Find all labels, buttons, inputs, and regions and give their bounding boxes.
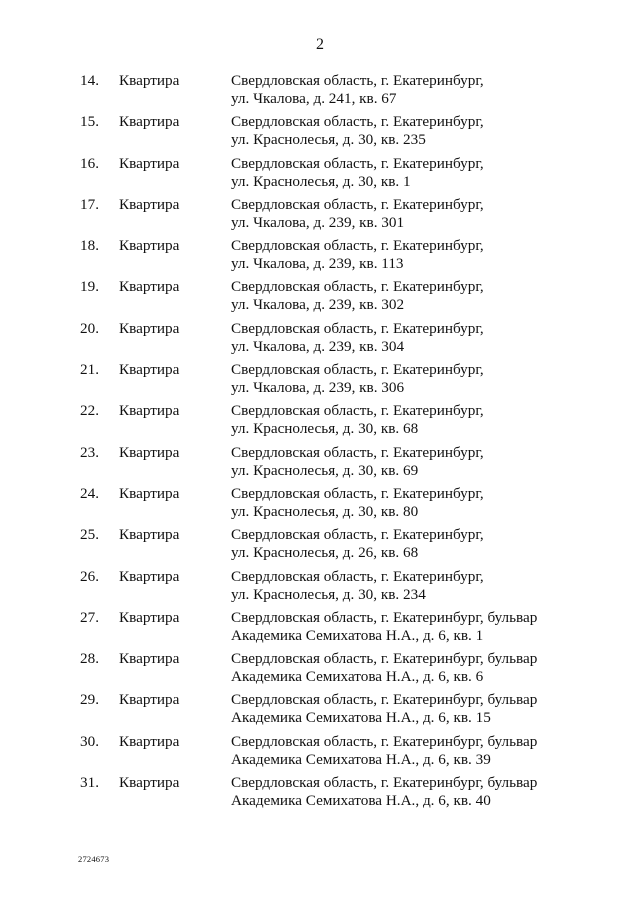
address-line-2: ул. Чкалова, д. 239, кв. 306 <box>231 379 405 397</box>
address-line-1: Свердловская область, г. Екатеринбург, бульвар <box>231 774 538 792</box>
item-type: Квартира <box>119 691 180 709</box>
list-item <box>0 113 640 154</box>
list-item <box>0 155 640 196</box>
item-number: 20. <box>80 319 99 337</box>
address-line-2: Академика Семихатова Н.А., д. 6, кв. 39 <box>231 750 491 768</box>
item-address <box>231 113 561 149</box>
address-line-2: ул. Чкалова, д. 241, кв. 67 <box>231 90 397 107</box>
item-type: Квартира <box>119 484 180 502</box>
address-line-2: ул. Краснолесья, д. 30, кв. 1 <box>231 172 411 190</box>
item-address <box>231 691 561 727</box>
list-item <box>0 361 640 402</box>
item-address <box>231 155 561 191</box>
address-line-2: ул. Чкалова, д. 239, кв. 301 <box>231 213 405 231</box>
item-type: Квартира <box>119 319 180 337</box>
item-type: Квартира <box>119 608 180 626</box>
item-number: 24. <box>80 484 99 502</box>
item-number: 16. <box>80 154 99 172</box>
address-line-2: ул. Краснолесья, д. 30, кв. 68 <box>231 420 419 438</box>
item-type: Квартира <box>119 361 180 379</box>
address-line-1: Свердловская область, г. Екатеринбург, бульвар <box>231 732 538 750</box>
address-line-1: Свердловская область, г. Екатеринбург, бульвар <box>231 608 538 626</box>
address-line-1: Свердловская область, г. Екатеринбург, бульвар <box>231 650 538 668</box>
address-line-2: ул. Чкалова, д. 239, кв. 113 <box>231 255 404 273</box>
item-type: Квартира <box>119 774 180 792</box>
item-address <box>231 444 561 480</box>
list-item <box>0 526 640 567</box>
item-type: Квартира <box>119 650 180 668</box>
address-line-1: Свердловская область, г. Екатеринбург, <box>231 195 484 213</box>
item-number: 19. <box>80 278 99 296</box>
item-type: Квартира <box>119 443 180 461</box>
page-number: 2 <box>316 36 324 53</box>
item-number: 31. <box>80 774 99 792</box>
item-address <box>231 650 561 686</box>
address-line-1: Свердловская область, г. Екатеринбург, <box>231 402 484 420</box>
address-line-1: Свердловская область, г. Екатеринбург, <box>231 154 484 172</box>
address-line-1: Свердловская область, г. Екатеринбург, <box>231 278 484 296</box>
item-type: Квартира <box>119 567 180 585</box>
address-line-1: Свердловская область, г. Екатеринбург, <box>231 319 484 337</box>
address-line-1: Свердловская область, г. Екатеринбург, <box>231 443 484 461</box>
address-line-2: Академика Семихатова Н.А., д. 6, кв. 15 <box>231 709 491 727</box>
item-number: 26. <box>80 567 99 585</box>
address-line-2: Академика Семихатова Н.А., д. 6, кв. 6 <box>231 668 484 686</box>
item-number: 18. <box>80 237 99 255</box>
item-type: Квартира <box>119 732 180 750</box>
list-item <box>0 237 640 278</box>
item-address <box>231 526 561 562</box>
item-number: 22. <box>80 402 99 420</box>
item-number: 25. <box>80 526 99 544</box>
item-type: Квартира <box>119 402 180 420</box>
address-line-2: ул. Краснолесья, д. 30, кв. 80 <box>231 502 419 520</box>
address-line-2: ул. Краснолесья, д. 30, кв. 235 <box>231 131 426 149</box>
item-address <box>231 237 561 273</box>
document-id: 2724673 <box>78 854 110 864</box>
item-address <box>231 568 561 604</box>
item-number: 21. <box>80 361 99 379</box>
item-type: Квартира <box>119 195 180 213</box>
address-line-2: ул. Чкалова, д. 239, кв. 302 <box>231 296 405 314</box>
address-line-2: Академика Семихатова Н.А., д. 6, кв. 1 <box>231 626 484 644</box>
item-address <box>231 402 561 438</box>
address-line-2: ул. Краснолесья, д. 30, кв. 69 <box>231 461 419 479</box>
address-line-1: Свердловская область, г. Екатеринбург, <box>231 484 484 502</box>
list-item <box>0 278 640 319</box>
item-number: 30. <box>80 732 99 750</box>
property-list <box>0 72 640 815</box>
address-line-2: ул. Чкалова, д. 239, кв. 304 <box>231 337 405 355</box>
item-address <box>231 196 561 232</box>
list-item <box>0 650 640 691</box>
address-line-1: Свердловская область, г. Екатеринбург, <box>231 113 484 131</box>
list-item <box>0 733 640 774</box>
address-line-1: Свердловская область, г. Екатеринбург, <box>231 361 484 379</box>
list-item <box>0 568 640 609</box>
item-type: Квартира <box>119 237 180 255</box>
item-address <box>231 320 561 356</box>
address-line-1: Свердловская область, г. Екатеринбург, <box>231 526 484 544</box>
list-item <box>0 402 640 443</box>
item-number: 23. <box>80 443 99 461</box>
item-type: Квартира <box>119 154 180 172</box>
item-address <box>231 72 561 108</box>
item-number: 29. <box>80 691 99 709</box>
item-type: Квартира <box>119 278 180 296</box>
address-line-2: Академика Семихатова Н.А., д. 6, кв. 40 <box>231 792 491 810</box>
item-number: 17. <box>80 195 99 213</box>
address-line-1: Свердловская область, г. Екатеринбург, <box>231 237 484 255</box>
list-item <box>0 691 640 732</box>
item-type: Квартира <box>119 72 180 89</box>
item-address <box>231 609 561 645</box>
item-type: Квартира <box>119 113 180 131</box>
list-item <box>0 196 640 237</box>
address-line-1: Свердловская область, г. Екатеринбург, бульвар <box>231 691 538 709</box>
item-address <box>231 361 561 397</box>
item-number: 15. <box>80 113 99 131</box>
address-line-2: ул. Краснолесья, д. 30, кв. 234 <box>231 585 426 603</box>
item-address <box>231 774 561 810</box>
item-number: 14. <box>80 72 99 89</box>
list-item <box>0 444 640 485</box>
item-type: Квартира <box>119 526 180 544</box>
list-item <box>0 485 640 526</box>
item-number: 28. <box>80 650 99 668</box>
list-item <box>0 774 640 815</box>
address-line-1: Свердловская область, г. Екатеринбург, <box>231 72 484 89</box>
address-line-2: ул. Краснолесья, д. 26, кв. 68 <box>231 544 419 562</box>
item-address <box>231 733 561 769</box>
item-address <box>231 278 561 314</box>
item-address <box>231 485 561 521</box>
list-item <box>0 320 640 361</box>
item-number: 27. <box>80 608 99 626</box>
list-item <box>0 609 640 650</box>
list-item <box>0 72 640 113</box>
address-line-1: Свердловская область, г. Екатеринбург, <box>231 567 484 585</box>
